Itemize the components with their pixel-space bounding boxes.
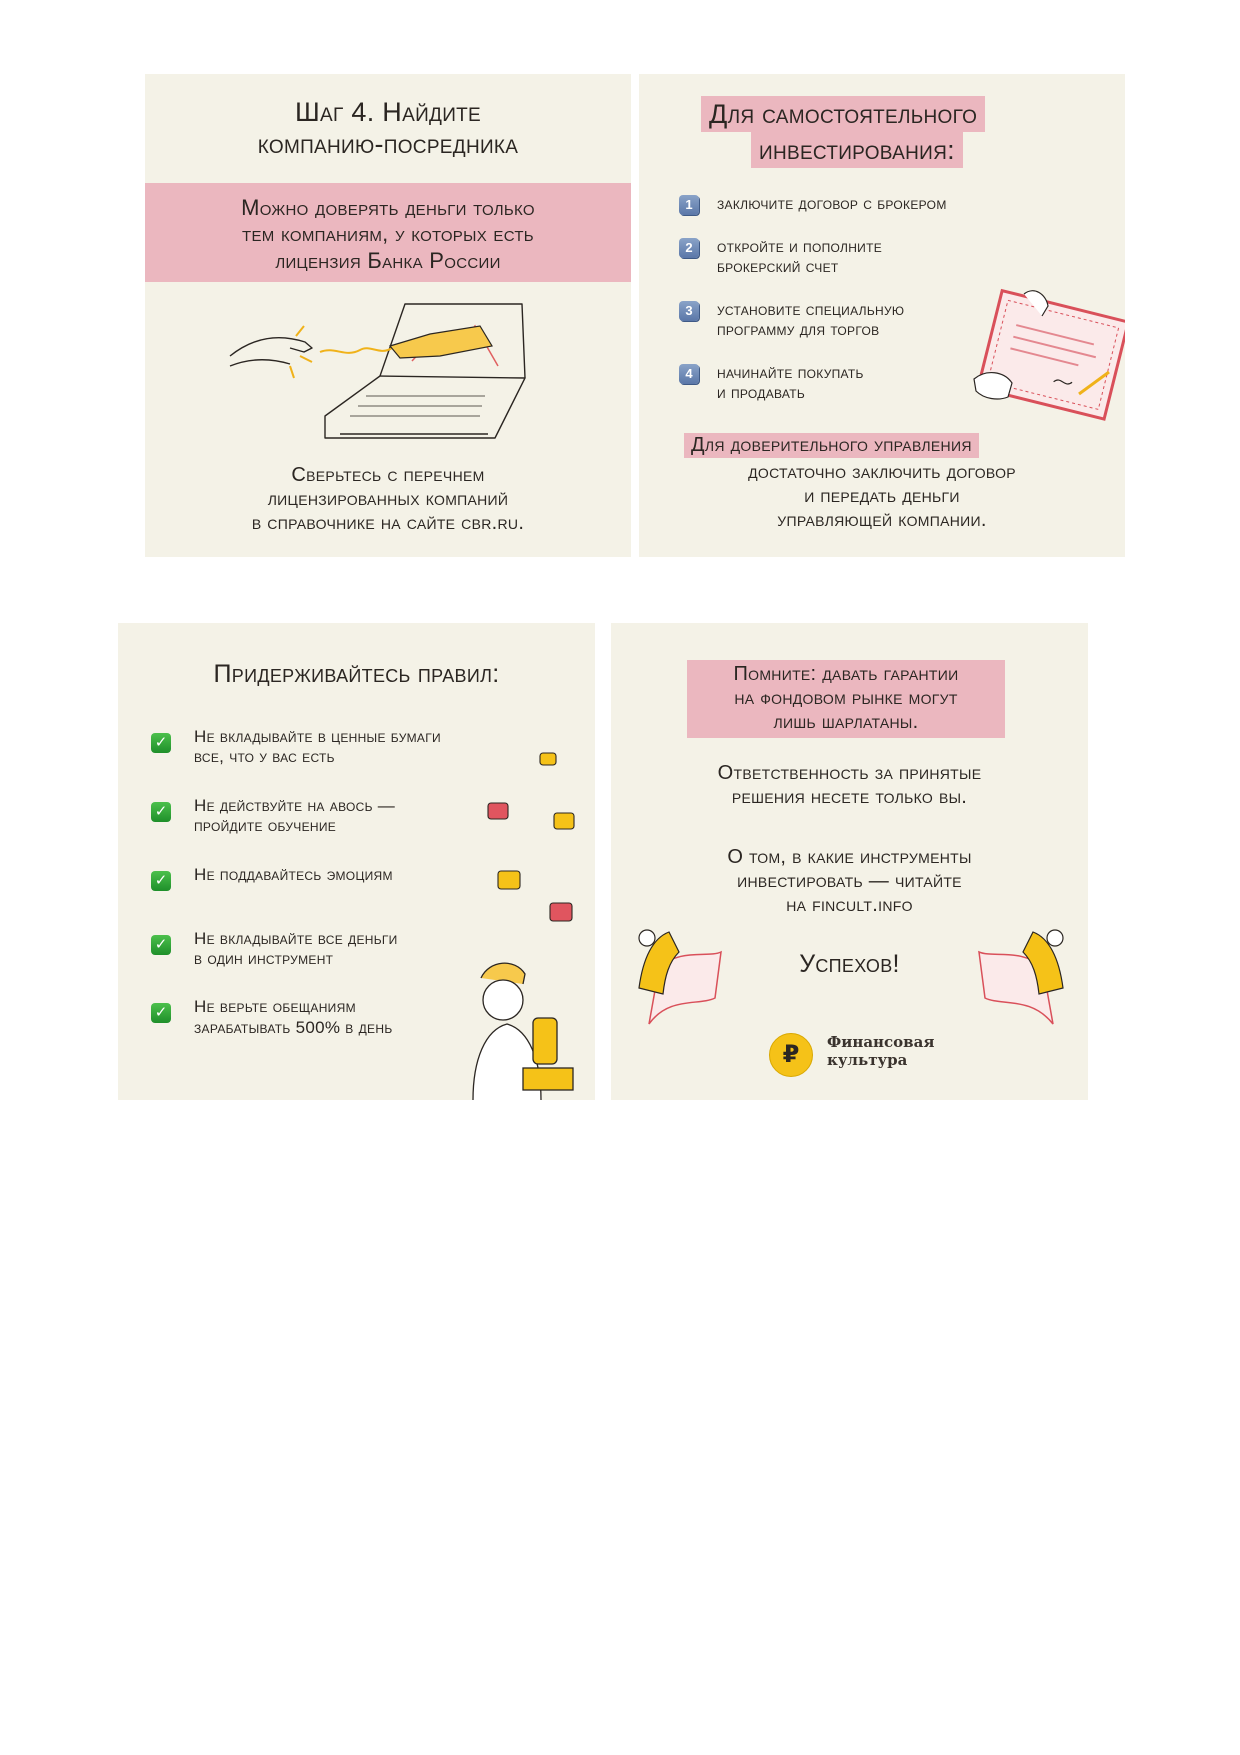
card1-license-band (145, 183, 631, 282)
person-with-banknote-right-illustration (973, 928, 1073, 1028)
card1-title (145, 96, 631, 161)
warning-line: Помните: давать гарантии (733, 663, 959, 685)
card1-check-registry (145, 463, 631, 535)
card-remember (611, 623, 1088, 1100)
step-text: откройте и пополните (717, 237, 883, 256)
card1-band-line: Можно доверять деньги только (241, 195, 535, 220)
card2-heading-line: Для самостоятельного (701, 96, 985, 132)
step-number-badge: 3 (679, 301, 699, 321)
card2-heading-line: инвестирования: (751, 132, 963, 168)
rule-text: все, что у вас есть (194, 747, 335, 767)
checkmark-icon: ✓ (151, 1003, 171, 1023)
thumbs-icons-illustration (488, 753, 588, 933)
card1-bottom-line: Сверьтесь с перечнем (291, 464, 485, 486)
laptop-handshake-illustration (230, 296, 530, 446)
trust-line: достаточно заключить договор (748, 461, 1016, 483)
warning-band (687, 660, 1005, 738)
trust-line: управляющей компании. (777, 509, 987, 531)
card1-bottom-line: лицензированных компаний (267, 488, 509, 510)
card-self-investing (639, 74, 1125, 557)
fincult-info-link: на fincult.info (786, 894, 913, 916)
logo-line: культура (827, 1051, 908, 1069)
trust-management-text (639, 460, 1125, 532)
steps-list (679, 194, 979, 425)
step-item (679, 237, 979, 278)
trust-management-heading: Для доверительного управления (684, 433, 979, 458)
step-text: установите специальную (717, 299, 905, 319)
rule-text: зарабатывать 500% в день (194, 1017, 393, 1037)
rule-item (151, 796, 481, 837)
rule-text: Не вкладывайте все деньги (194, 928, 398, 948)
step-text: программу для торгов (717, 320, 880, 340)
card1-band-line: тем компаниям, у которых есть (242, 221, 534, 247)
fincult-info-text (611, 845, 1088, 917)
rule-text: Не верьте обещаниям (194, 997, 356, 1017)
contract-signing-illustration (969, 284, 1125, 434)
step-item (679, 363, 979, 404)
rule-item (151, 929, 481, 970)
step-number-badge: 4 (679, 364, 699, 384)
warning-line: лишь шарлатаны. (773, 711, 919, 733)
card1-band-line: лицензия Банка России (275, 247, 501, 273)
responsibility-line: Ответственность за принятые (717, 762, 982, 784)
step-text: заключите договор с брокером (717, 194, 947, 213)
person-with-banknote-left-illustration (629, 928, 725, 1028)
rules-list (151, 727, 481, 1066)
financial-culture-logo-text (827, 1033, 934, 1069)
checkmark-icon: ✓ (151, 871, 171, 891)
rule-text: Не действуйте на авось — (194, 795, 396, 815)
rule-item (151, 997, 481, 1038)
card1-title-line: компанию-посредника (257, 129, 519, 160)
step-number-badge: 2 (679, 238, 699, 258)
step-text: начинайте покупать (717, 362, 864, 382)
rule-item (151, 865, 481, 891)
scientist-microscope-illustration (463, 958, 595, 1100)
rule-text: Не вкладывайте в ценные бумаги (194, 727, 441, 746)
step-text: брокерский счет (717, 257, 839, 277)
checkmark-icon: ✓ (151, 733, 171, 753)
rule-text: пройдите обучение (194, 816, 337, 836)
rule-item (151, 727, 481, 768)
tools-line: О том, в какие инструменты (727, 846, 972, 868)
responsibility-text (611, 761, 1088, 809)
checkmark-icon: ✓ (151, 802, 171, 822)
card-rules (118, 623, 595, 1100)
card-find-intermediary (145, 74, 631, 557)
trust-line: и передать деньги (804, 485, 960, 507)
good-luck-text: Успехов! (799, 950, 900, 978)
rule-text: Не поддавайтесь эмоциям (194, 864, 393, 884)
logo-line: Финансовая (827, 1033, 935, 1051)
warning-line: на фондовом рынке могут (734, 687, 958, 709)
tools-line: инвестировать — читайте (737, 870, 962, 892)
card1-title-line: Шаг 4. Найдите (294, 97, 482, 127)
card1-bottom-line: в справочнике на сайте cbr.ru. (251, 512, 525, 534)
step-number-badge: 1 (679, 195, 699, 215)
step-item (679, 194, 979, 215)
step-item (679, 300, 979, 341)
rules-title: Придерживайтесь правил: (213, 660, 500, 688)
step-text: и продавать (717, 382, 806, 402)
ruble-coin-logo-icon: ₽ (769, 1033, 813, 1077)
rule-text: в один инструмент (194, 948, 334, 968)
checkmark-icon: ✓ (151, 935, 171, 955)
responsibility-line: решения несете только вы. (731, 786, 968, 808)
